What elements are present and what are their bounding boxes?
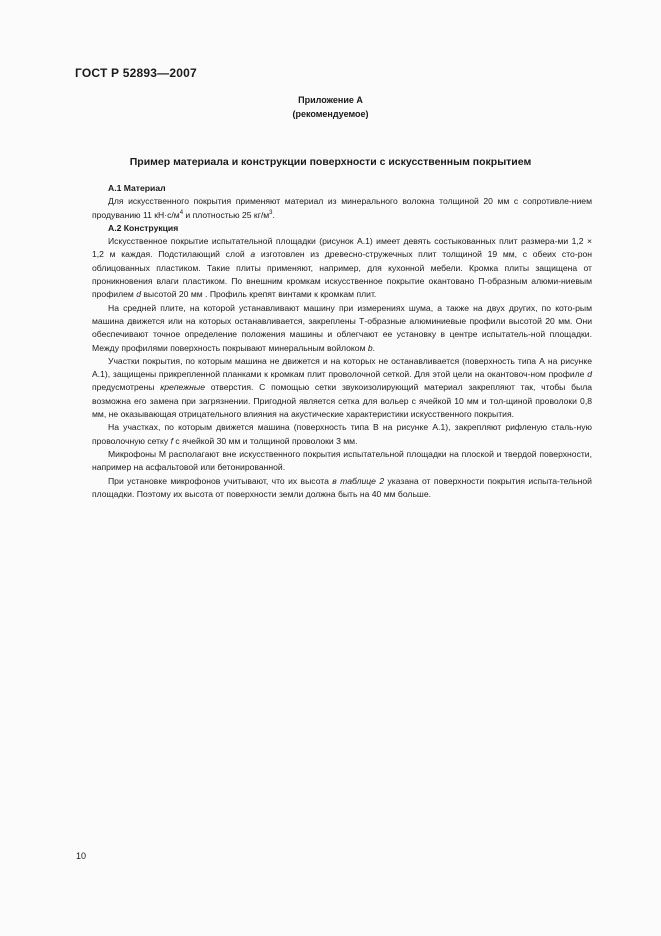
italic-reference: в таблице 2 xyxy=(332,475,385,486)
construction-text: указана от поверхности покрытия испыта-тельной площадки. Поэтому их высота от поверхности земли должна быть на 40 мм больше. xyxy=(92,475,592,499)
construction-text: На средней плите, на которой устанавливают машину при измерениях шума, а также на двух других, по кото-рым машина движется или на которых останавливается, закреплены Т-образные алюминиевые профили высотой 20 мм. Они обеспечивают точное определение положения машины и облегчают ее установку в центре испытатель-ной площадки. Между профилями поверхность покрывают минеральным войлоком xyxy=(92,302,592,353)
paragraph-construction-2 xyxy=(92,302,592,355)
page-number: 10 xyxy=(76,851,87,861)
construction-text: отверстия. С помощью сетки звукоизолирующий материал закрепляют так, чтобы была возможна его замена при загрязнении. Пригодной является сетка для вольер с ячейкой 10 мм и тол-щиной проволоки 0,8 мм, не оказывающая отрицательного влияния на акустические характеристики искусственного покрытия. xyxy=(92,382,592,420)
italic-letter: b xyxy=(367,342,373,353)
construction-text: При установке микрофонов учитывают, что их высота xyxy=(108,475,333,486)
paragraph-construction-5: Микрофоны М располагают вне искусственного покрытия испытательной площадки на плоской и твердой поверхности, например на асфальтовой или бетонированной. xyxy=(92,448,592,473)
paragraph-construction-1 xyxy=(92,235,592,301)
construction-text: . xyxy=(372,342,376,353)
superscript-4: 4 xyxy=(179,209,184,216)
italic-letter: d xyxy=(136,289,141,300)
italic-letter: d xyxy=(587,369,592,380)
construction-text: предусмотрены xyxy=(92,382,161,393)
heading-a2: А.2 Конструкция xyxy=(108,222,179,233)
paragraph-construction-3 xyxy=(92,355,592,421)
heading-a1: А.1 Материал xyxy=(108,183,166,193)
section-title: Пример материала и конструкции поверхности с искусственным покрытием xyxy=(129,156,532,168)
construction-text: с ячейкой 30 мм и толщиной проволоки 3 мм. xyxy=(173,435,358,446)
construction-text: Участки покрытия, по которым машина не движется и на которых не останавливается (поверхность типа А на рисунке А.1), защищены прикрепленной планками к кромкам плит проволочной сеткой. Для этой цели на окантовоч-ном профиле xyxy=(92,355,592,380)
italic-letter: а xyxy=(250,249,256,260)
annex-status: (рекомендуемое) xyxy=(292,109,369,119)
document-body xyxy=(92,182,592,501)
paragraph-material xyxy=(92,195,592,222)
construction-text: высотой 20 мм . Профиль крепят винтами к кромкам плит. xyxy=(140,289,377,300)
construction-text: На участках, по которым движется машина (поверхность типа В на рисунке А.1), закрепляют рифленую сталь-ную проволочную сетку xyxy=(92,422,592,446)
superscript-3: 3 xyxy=(269,209,273,216)
construction-text: изготовлен из древесно-стружечных плит толщиной 19 мм, с обеих сто-рон облицованных пластиком. Такие плиты применяют, например, для кухонной мебели. Кромка плиты защищена от проникновения влаги пластиком. По внешним кромкам искусственное покрытие окантовано П-образным алюми-ниевым профилем xyxy=(92,249,592,300)
material-text-3: . xyxy=(272,209,275,220)
construction-text: Искусственное покрытие испытательной площадки (рисунок А.1) имеет девять состыкованных плит размера-ми 1,2 × 1,2 м каждая. Подстилающий слой xyxy=(92,236,592,260)
paragraph-construction-4 xyxy=(92,421,592,448)
italic-word: крепежные xyxy=(160,382,205,393)
document-code: ГОСТ Р 52893—2007 xyxy=(75,66,197,80)
italic-letter: f xyxy=(170,435,173,446)
material-text-2: и плотностью 25 кг/м xyxy=(183,209,270,220)
annex-title: Приложение А xyxy=(298,95,363,105)
material-text-1: Для искусственного покрытия применяют материал из минерального волокна толщиной 20 мм с сопротивле-нием продуванию 11 кН·с/м xyxy=(92,196,592,220)
paragraph-construction-6 xyxy=(92,475,592,502)
